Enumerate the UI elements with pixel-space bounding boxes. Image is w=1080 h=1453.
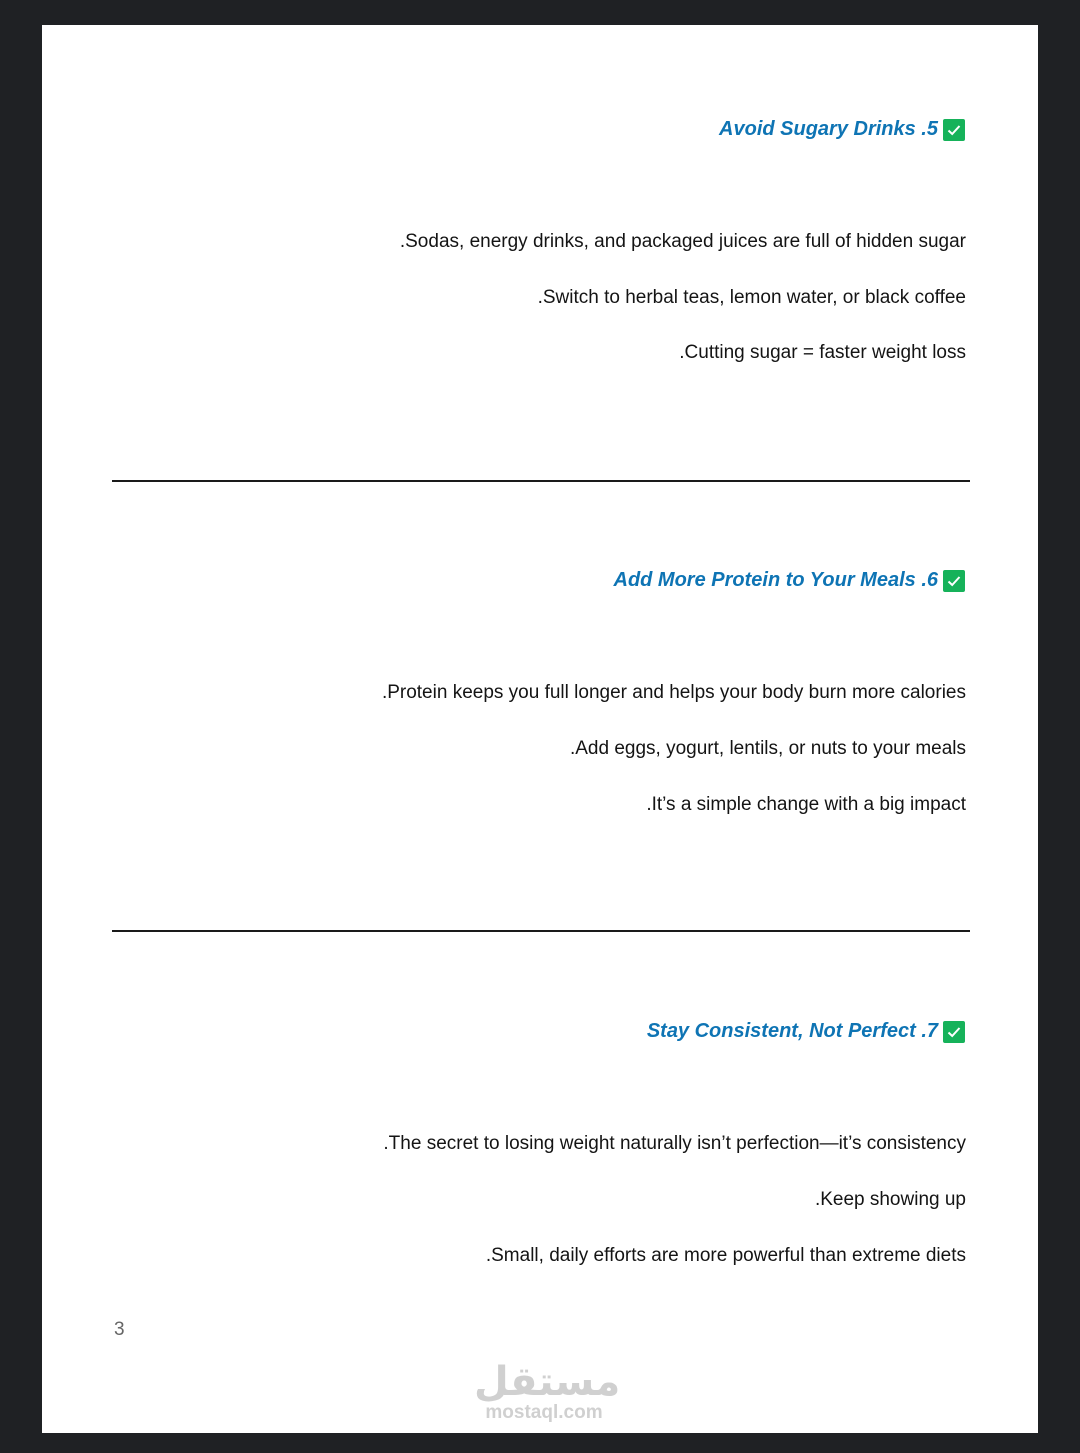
check-mark-button-icon (943, 119, 965, 141)
check-mark-button-icon (943, 1021, 965, 1043)
body-line: .Keep showing up (814, 1189, 966, 1210)
section-heading-text: Stay Consistent, Not Perfect .7 (646, 1020, 938, 1042)
horizontal-divider (112, 480, 970, 482)
body-line: .The secret to losing weight naturally isn’t perfection—it’s consistency (383, 1133, 966, 1154)
watermark-logo: مستقل (474, 1359, 621, 1405)
body-line: .Add eggs, yogurt, lentils, or nuts to your meals (569, 738, 966, 759)
check-mark-button-icon (943, 570, 965, 592)
section-heading-7 (647, 1020, 965, 1043)
document-page (42, 25, 1038, 1433)
page-number: 3 (114, 1319, 125, 1340)
horizontal-divider (112, 930, 970, 932)
watermark (474, 1359, 621, 1423)
body-line: .It’s a simple change with a big impact (646, 794, 966, 815)
body-line: .Sodas, energy drinks, and packaged juices are full of hidden sugar (399, 231, 966, 252)
section-heading-text: Add More Protein to Your Meals .6 (613, 569, 938, 591)
section-heading-text: Avoid Sugary Drinks .5 (719, 118, 938, 140)
section-heading-5 (719, 118, 965, 141)
body-line: .Protein keeps you full longer and helps your body burn more calories (381, 682, 966, 703)
body-line: .Switch to herbal teas, lemon water, or black coffee (537, 287, 966, 308)
watermark-url: mostaql.com (485, 1402, 603, 1423)
section-heading-6 (614, 569, 966, 592)
body-line: .Cutting sugar = faster weight loss (679, 342, 966, 363)
body-line: .Small, daily efforts are more powerful than extreme diets (485, 1245, 966, 1266)
